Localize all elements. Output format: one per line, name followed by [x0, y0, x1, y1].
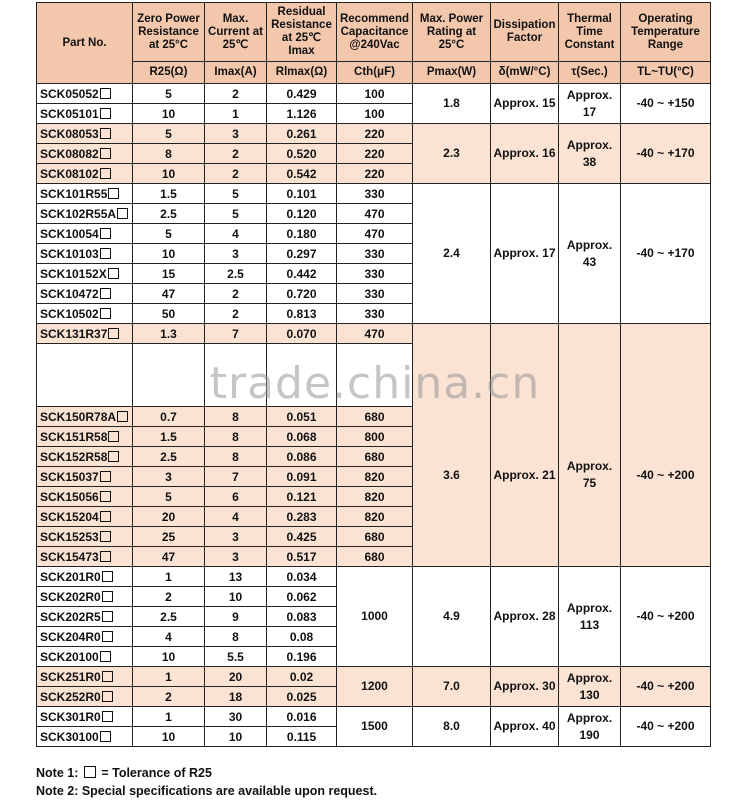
part-no-cell — [37, 284, 133, 304]
part-no-cell — [37, 667, 133, 687]
part-no-cell — [37, 224, 133, 244]
r25-cell: 1 — [133, 667, 205, 687]
unit-imax: Imax(A) — [205, 62, 267, 84]
r25-cell: 15 — [133, 264, 205, 284]
r25-cell: 20 — [133, 507, 205, 527]
imax-cell: 10 — [205, 727, 267, 747]
header-part-no: Part No. — [37, 3, 133, 84]
cth-cell: 100 — [337, 104, 413, 124]
r25-cell: 10 — [133, 727, 205, 747]
tolerance-box-icon — [117, 208, 128, 219]
r25-cell: 10 — [133, 164, 205, 184]
part-no: SCK152R58 — [40, 449, 108, 464]
thermal-cell: Approx. 75 — [559, 324, 621, 567]
gap-cell — [205, 344, 267, 407]
imax-cell: 3 — [205, 527, 267, 547]
header-max-current: Max. Current at 25℃ — [205, 3, 267, 62]
part-no-cell — [37, 727, 133, 747]
imax-cell: 2 — [205, 144, 267, 164]
rlmax-cell: 0.542 — [267, 164, 337, 184]
unit-tau: τ(Sec.) — [559, 62, 621, 84]
tolerance-box-icon — [102, 711, 113, 722]
thermal-cell: Approx. 38 — [559, 124, 621, 184]
header-residual: Residual Resistance at 25℃ Imax — [267, 3, 337, 62]
rlmax-cell: 0.115 — [267, 727, 337, 747]
tolerance-box-icon — [108, 431, 119, 442]
imax-cell: 2 — [205, 164, 267, 184]
r25-cell: 1 — [133, 707, 205, 727]
part-no: SCK150R78A — [40, 409, 117, 424]
part-no: SCK15056 — [40, 489, 99, 504]
note-1 — [36, 764, 377, 782]
r25-cell: 1.5 — [133, 184, 205, 204]
part-no-cell — [37, 507, 133, 527]
rlmax-cell: 0.196 — [267, 647, 337, 667]
rlmax-cell: 0.051 — [267, 407, 337, 427]
temp-range-cell: -40 ~ +200 — [621, 707, 711, 747]
temp-range-cell: -40 ~ +170 — [621, 184, 711, 324]
tolerance-box-icon — [102, 631, 113, 642]
part-no: SCK08082 — [40, 146, 99, 161]
part-no: SCK10472 — [40, 286, 99, 301]
part-no-cell — [37, 647, 133, 667]
cth-cell: 680 — [337, 527, 413, 547]
cth-cell: 470 — [337, 224, 413, 244]
imax-cell: 8 — [205, 447, 267, 467]
table-row — [37, 707, 711, 727]
note-1-text: = Tolerance of R25 — [101, 766, 212, 780]
imax-cell: 30 — [205, 707, 267, 727]
tolerance-box-icon — [102, 591, 113, 602]
imax-cell: 3 — [205, 547, 267, 567]
pmax-cell: 1.8 — [413, 84, 491, 124]
part-no: SCK151R58 — [40, 429, 108, 444]
part-no: SCK252R0 — [40, 689, 101, 704]
r25-cell: 2.5 — [133, 204, 205, 224]
r25-cell: 2.5 — [133, 447, 205, 467]
cth-merged-cell: 1200 — [337, 667, 413, 707]
part-no: SCK202R0 — [40, 589, 101, 604]
imax-cell: 13 — [205, 567, 267, 587]
pmax-cell: 8.0 — [413, 707, 491, 747]
part-no-cell — [37, 527, 133, 547]
rlmax-cell: 0.261 — [267, 124, 337, 144]
r25-cell: 25 — [133, 527, 205, 547]
part-no-cell — [37, 707, 133, 727]
table-row — [37, 124, 711, 144]
temp-range-cell: -40 ~ +170 — [621, 124, 711, 184]
imax-cell: 5.5 — [205, 647, 267, 667]
r25-cell: 1 — [133, 567, 205, 587]
pmax-cell: 3.6 — [413, 324, 491, 567]
r25-cell: 1.5 — [133, 427, 205, 447]
thermal-cell: Approx. 43 — [559, 184, 621, 324]
rlmax-cell: 0.720 — [267, 284, 337, 304]
dissipation-cell: Approx. 17 — [491, 184, 559, 324]
imax-cell: 5 — [205, 204, 267, 224]
tolerance-box-icon — [108, 268, 119, 279]
r25-cell: 4 — [133, 627, 205, 647]
rlmax-cell: 0.297 — [267, 244, 337, 264]
pmax-cell: 7.0 — [413, 667, 491, 707]
part-no-cell — [37, 124, 133, 144]
cth-cell: 470 — [337, 204, 413, 224]
imax-cell: 3 — [205, 244, 267, 264]
part-no-cell — [37, 547, 133, 567]
tolerance-box-icon — [100, 491, 111, 502]
thermal-cell: Approx. 113 — [559, 567, 621, 667]
thermal-cell: Approx. 190 — [559, 707, 621, 747]
imax-cell: 1 — [205, 104, 267, 124]
tolerance-box-icon — [108, 451, 119, 462]
part-no-cell — [37, 264, 133, 284]
tolerance-box-icon — [100, 128, 111, 139]
part-no-cell — [37, 467, 133, 487]
r25-cell: 2 — [133, 587, 205, 607]
tolerance-box-icon — [100, 168, 111, 179]
cth-cell: 820 — [337, 487, 413, 507]
part-no: SCK10054 — [40, 226, 99, 241]
unit-range: TL~TU(°C) — [621, 62, 711, 84]
tolerance-box-icon — [100, 511, 111, 522]
rlmax-cell: 0.016 — [267, 707, 337, 727]
tolerance-box-icon — [102, 571, 113, 582]
gap-cell — [37, 344, 133, 407]
cth-cell: 680 — [337, 547, 413, 567]
r25-cell: 5 — [133, 487, 205, 507]
tolerance-box-icon — [102, 611, 113, 622]
part-no-cell — [37, 84, 133, 104]
unit-r25: R25(Ω) — [133, 62, 205, 84]
part-no: SCK202R5 — [40, 609, 101, 624]
tolerance-box-icon — [100, 551, 111, 562]
imax-cell: 2.5 — [205, 264, 267, 284]
r25-cell: 5 — [133, 84, 205, 104]
r25-cell: 3 — [133, 467, 205, 487]
part-no: SCK15037 — [40, 469, 99, 484]
rlmax-cell: 0.442 — [267, 264, 337, 284]
part-no-cell — [37, 687, 133, 707]
imax-cell: 8 — [205, 407, 267, 427]
part-no: SCK101R55 — [40, 186, 108, 201]
table-row — [37, 184, 711, 204]
rlmax-cell: 0.425 — [267, 527, 337, 547]
cth-cell: 800 — [337, 427, 413, 447]
notes — [36, 764, 377, 800]
header-zero-power: Zero Power Resistance at 25°C — [133, 3, 205, 62]
part-no-cell — [37, 587, 133, 607]
part-no: SCK10152X — [40, 266, 107, 281]
note-1-prefix: Note 1: — [36, 766, 79, 780]
part-no-cell — [37, 567, 133, 587]
thermal-cell: Approx. 130 — [559, 667, 621, 707]
r25-cell: 10 — [133, 244, 205, 264]
gap-cell — [337, 344, 413, 407]
imax-cell: 7 — [205, 467, 267, 487]
thermal-cell: Approx. 17 — [559, 84, 621, 124]
cth-merged-cell: 1000 — [337, 567, 413, 667]
rlmax-cell: 0.813 — [267, 304, 337, 324]
cth-cell: 330 — [337, 304, 413, 324]
part-no-cell — [37, 427, 133, 447]
tolerance-box-icon — [100, 471, 111, 482]
table-row — [37, 84, 711, 104]
part-no: SCK102R55A — [40, 206, 117, 221]
unit-rlmax: Rlmax(Ω) — [267, 62, 337, 84]
rlmax-cell: 0.091 — [267, 467, 337, 487]
part-no-cell — [37, 244, 133, 264]
cth-cell: 820 — [337, 507, 413, 527]
part-no: SCK15253 — [40, 529, 99, 544]
rlmax-cell: 0.520 — [267, 144, 337, 164]
part-no-cell — [37, 204, 133, 224]
part-no: SCK08053 — [40, 126, 99, 141]
cth-cell: 470 — [337, 324, 413, 344]
r25-cell: 47 — [133, 547, 205, 567]
tolerance-box-icon — [117, 411, 128, 422]
table-row — [37, 567, 711, 587]
imax-cell: 2 — [205, 284, 267, 304]
r25-cell: 1.3 — [133, 324, 205, 344]
rlmax-cell: 0.180 — [267, 224, 337, 244]
r25-cell: 47 — [133, 284, 205, 304]
temp-range-cell: -40 ~ +200 — [621, 324, 711, 567]
tolerance-box-icon — [100, 148, 111, 159]
r25-cell: 2 — [133, 687, 205, 707]
unit-cth: Cth(μF) — [337, 62, 413, 84]
cth-cell: 330 — [337, 244, 413, 264]
part-no-cell — [37, 447, 133, 467]
watermark: trade.china.cn — [209, 357, 541, 409]
rlmax-cell: 0.120 — [267, 204, 337, 224]
part-no-cell — [37, 104, 133, 124]
header-thermal: Thermal Time Constant — [559, 3, 621, 62]
dissipation-cell: Approx. 16 — [491, 124, 559, 184]
gap-cell — [267, 344, 337, 407]
part-no-cell — [37, 144, 133, 164]
tolerance-box-icon — [100, 108, 111, 119]
cth-cell: 330 — [337, 184, 413, 204]
temp-range-cell: -40 ~ +200 — [621, 567, 711, 667]
header-row — [37, 3, 711, 62]
part-no: SCK201R0 — [40, 569, 101, 584]
part-no: SCK204R0 — [40, 629, 101, 644]
units-row — [37, 62, 711, 84]
part-no: SCK05052 — [40, 86, 99, 101]
imax-cell: 8 — [205, 627, 267, 647]
rlmax-cell: 0.086 — [267, 447, 337, 467]
part-no-cell — [37, 304, 133, 324]
tolerance-box-icon — [100, 228, 111, 239]
r25-cell: 5 — [133, 124, 205, 144]
part-no: SCK10502 — [40, 306, 99, 321]
tolerance-box-icon — [100, 308, 111, 319]
imax-cell: 4 — [205, 224, 267, 244]
part-no: SCK301R0 — [40, 709, 101, 724]
rlmax-cell: 0.070 — [267, 324, 337, 344]
spec-sheet — [36, 2, 710, 747]
dissipation-cell: Approx. 21 — [491, 324, 559, 567]
r25-cell: 10 — [133, 647, 205, 667]
tolerance-box-icon — [102, 691, 113, 702]
table-row — [37, 324, 711, 344]
cth-merged-cell: 1500 — [337, 707, 413, 747]
tolerance-box-icon — [100, 88, 111, 99]
header-dissipation: Dissipation Factor — [491, 3, 559, 62]
rlmax-cell: 0.283 — [267, 507, 337, 527]
rlmax-cell: 0.429 — [267, 84, 337, 104]
header-power-rating: Max. Power Rating at 25°C — [413, 3, 491, 62]
imax-cell: 5 — [205, 184, 267, 204]
imax-cell: 2 — [205, 84, 267, 104]
cth-cell: 100 — [337, 84, 413, 104]
part-no: SCK08102 — [40, 166, 99, 181]
temp-range-cell: -40 ~ +150 — [621, 84, 711, 124]
r25-cell: 50 — [133, 304, 205, 324]
imax-cell: 4 — [205, 507, 267, 527]
gap-cell — [133, 344, 205, 407]
rlmax-cell: 0.034 — [267, 567, 337, 587]
part-no-cell — [37, 184, 133, 204]
part-no: SCK131R37 — [40, 326, 108, 341]
unit-pmax: Pmax(W) — [413, 62, 491, 84]
r25-cell: 8 — [133, 144, 205, 164]
imax-cell: 20 — [205, 667, 267, 687]
part-no: SCK251R0 — [40, 669, 101, 684]
rlmax-cell: 0.083 — [267, 607, 337, 627]
table-row — [37, 667, 711, 687]
imax-cell: 3 — [205, 124, 267, 144]
r25-cell: 5 — [133, 224, 205, 244]
rlmax-cell: 0.101 — [267, 184, 337, 204]
tolerance-box-icon — [100, 288, 111, 299]
part-no-cell — [37, 407, 133, 427]
imax-cell: 9 — [205, 607, 267, 627]
dissipation-cell: Approx. 28 — [491, 567, 559, 667]
part-no: SCK20100 — [40, 649, 99, 664]
dissipation-cell: Approx. 40 — [491, 707, 559, 747]
pmax-cell: 4.9 — [413, 567, 491, 667]
rlmax-cell: 1.126 — [267, 104, 337, 124]
imax-cell: 2 — [205, 304, 267, 324]
pmax-cell: 2.4 — [413, 184, 491, 324]
part-no: SCK15204 — [40, 509, 99, 524]
part-no: SCK30100 — [40, 729, 99, 744]
rlmax-cell: 0.025 — [267, 687, 337, 707]
cth-cell: 220 — [337, 124, 413, 144]
cth-cell: 220 — [337, 164, 413, 184]
tolerance-box-icon — [84, 766, 96, 778]
r25-cell: 2.5 — [133, 607, 205, 627]
part-no: SCK05101 — [40, 106, 99, 121]
header-operating: Operating Temperature Range — [621, 3, 711, 62]
dissipation-cell: Approx. 15 — [491, 84, 559, 124]
cth-cell: 680 — [337, 447, 413, 467]
unit-delta: δ(mW/°C) — [491, 62, 559, 84]
tolerance-box-icon — [108, 188, 119, 199]
part-no-cell — [37, 324, 133, 344]
imax-cell: 7 — [205, 324, 267, 344]
imax-cell: 8 — [205, 427, 267, 447]
imax-cell: 10 — [205, 587, 267, 607]
rlmax-cell: 0.121 — [267, 487, 337, 507]
tolerance-box-icon — [100, 731, 111, 742]
tolerance-box-icon — [100, 248, 111, 259]
imax-cell: 18 — [205, 687, 267, 707]
tolerance-box-icon — [102, 671, 113, 682]
part-no: SCK10103 — [40, 246, 99, 261]
part-no: SCK15473 — [40, 549, 99, 564]
header-capacitance: Recommend Capacitance @240Vac — [337, 3, 413, 62]
r25-cell: 0.7 — [133, 407, 205, 427]
tolerance-box-icon — [108, 328, 119, 339]
temp-range-cell: -40 ~ +200 — [621, 667, 711, 707]
table-body — [37, 84, 711, 747]
pmax-cell: 2.3 — [413, 124, 491, 184]
cth-cell: 680 — [337, 407, 413, 427]
part-no-cell — [37, 607, 133, 627]
rlmax-cell: 0.02 — [267, 667, 337, 687]
cth-cell: 220 — [337, 144, 413, 164]
thermistor-spec-table — [36, 2, 711, 747]
cth-cell: 330 — [337, 264, 413, 284]
tolerance-box-icon — [100, 651, 111, 662]
r25-cell: 10 — [133, 104, 205, 124]
rlmax-cell: 0.062 — [267, 587, 337, 607]
part-no-cell — [37, 487, 133, 507]
tolerance-box-icon — [100, 531, 111, 542]
rlmax-cell: 0.08 — [267, 627, 337, 647]
dissipation-cell: Approx. 30 — [491, 667, 559, 707]
imax-cell: 6 — [205, 487, 267, 507]
cth-cell: 330 — [337, 284, 413, 304]
cth-cell: 820 — [337, 467, 413, 487]
part-no-cell — [37, 164, 133, 184]
rlmax-cell: 0.517 — [267, 547, 337, 567]
rlmax-cell: 0.068 — [267, 427, 337, 447]
part-no-cell — [37, 627, 133, 647]
note-2: Note 2: Special specifications are available upon request. — [36, 784, 378, 798]
